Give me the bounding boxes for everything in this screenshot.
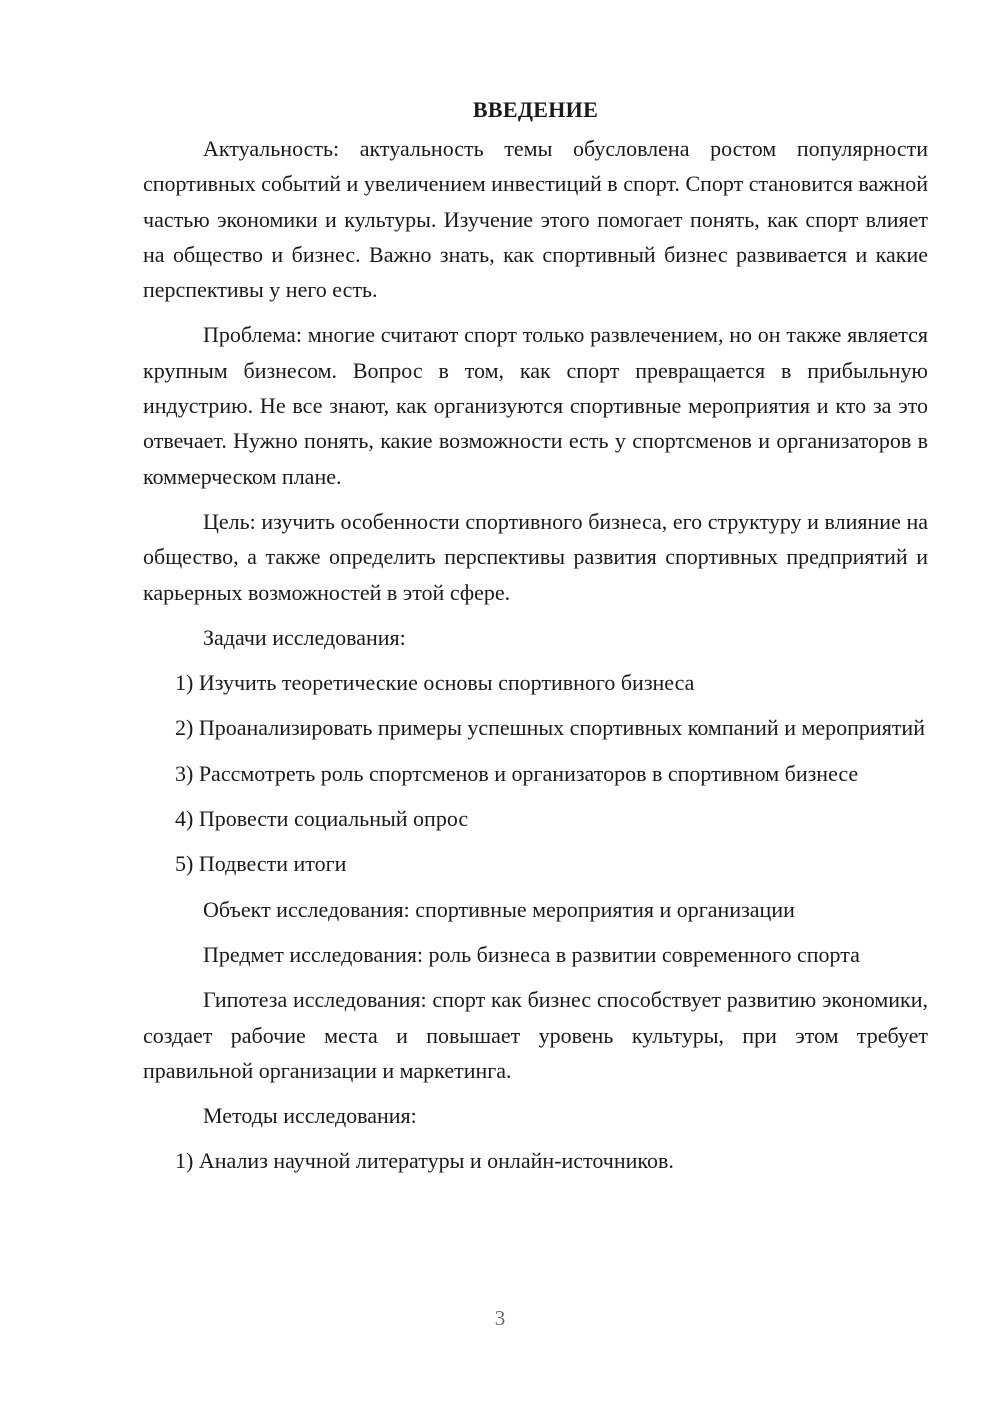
- section-heading: ВВЕДЕНИЕ: [472, 97, 599, 122]
- problem-paragraph: Проблема: многие считают спорт только развлечением, но он также является крупным бизнесом. Вопрос в том, как спорт превращается в прибыльную индустрию. Не все знают, как организуются спортивные мероприятия и кто за это отвечает. Нужно понять, какие возможности есть у спортсменов и организаторов в коммерческом плане.: [143, 322, 928, 489]
- object-paragraph: Объект исследования: спортивные мероприятия и организации: [203, 896, 795, 922]
- document-page: [143, 92, 928, 1179]
- methods-title: Методы исследования:: [203, 1103, 417, 1129]
- task-item: 2) Проанализировать примеры успешных спортивных компаний и мероприятий: [175, 715, 925, 741]
- page-number: 3: [494, 1306, 506, 1330]
- task-item: 1) Изучить теоретические основы спортивного бизнеса: [175, 670, 695, 696]
- goal-paragraph: Цель: изучить особенности спортивного бизнеса, его структуру и влияние на общество, а также определить перспективы развития спортивных предприятий и карьерных возможностей в этой сфере.: [143, 508, 928, 605]
- task-item: 5) Подвести итоги: [175, 851, 347, 877]
- subject-paragraph: Предмет исследования: роль бизнеса в развитии современного спорта: [203, 941, 860, 967]
- tasks-title: Задачи исследования:: [203, 624, 406, 650]
- hypothesis-paragraph: Гипотеза исследования: спорт как бизнес способствует развитию экономики, создает рабочие места и повышает уровень культуры, при этом требует правильной организации и маркетинга.: [143, 987, 928, 1083]
- method-item: 1) Анализ научной литературы и онлайн-источников.: [175, 1148, 674, 1174]
- task-item: 4) Провести социальный опрос: [175, 806, 469, 832]
- task-item: 3) Рассмотреть роль спортсменов и организаторов в спортивном бизнесе: [175, 760, 859, 786]
- relevance-paragraph: Актуальность: актуальность темы обусловлена ростом популярности спортивных событий и увеличением инвестиций в спорт. Спорт становится важной частью экономики и культуры. Изучение этого помогает понять, как спорт влияет на общество и бизнес. Важно знать, как спортивный бизнес развивается и какие перспективы у него есть.: [143, 136, 928, 303]
